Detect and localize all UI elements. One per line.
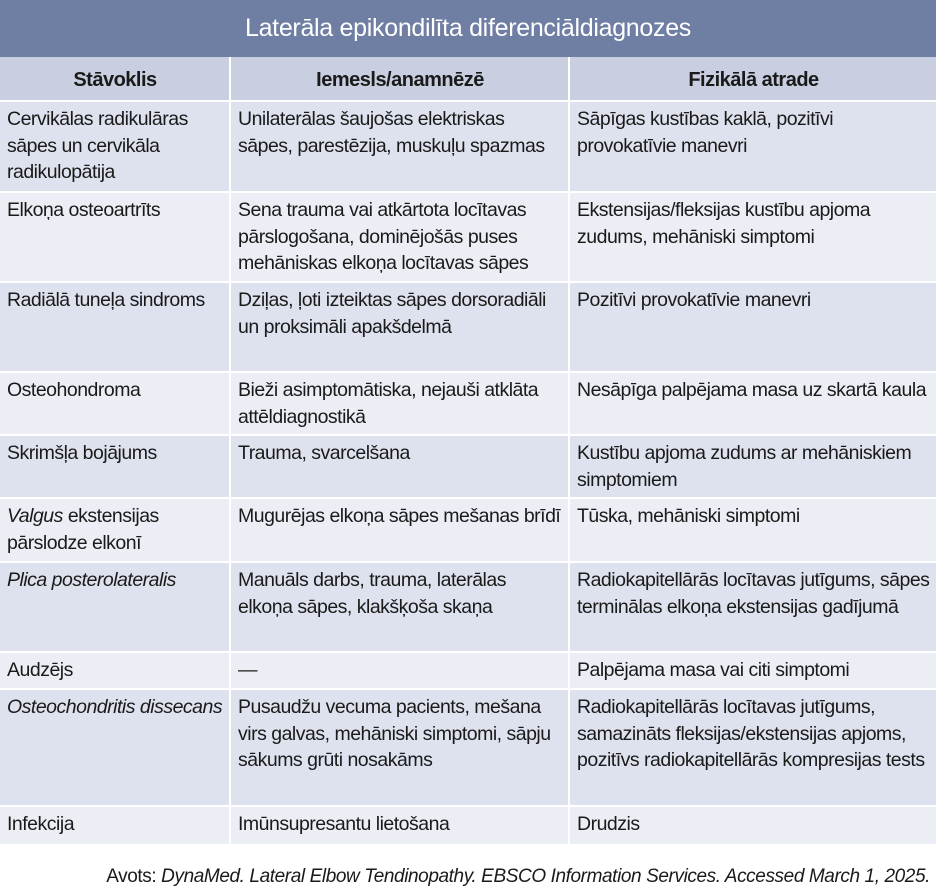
- cause-cell: Trauma, svarcelšana: [231, 436, 570, 499]
- cause-cell: Pusaudžu vecuma pacients, mešana virs galvas, mehāniski simptomi, sāpju sākums grūti nosakāms: [231, 690, 570, 807]
- cause-cell: Unilaterālas šaujošas elektriskas sāpes, parestēzija, muskuļu spazmas: [231, 102, 570, 193]
- condition-cell: [0, 193, 231, 283]
- cause-cell: Sena trauma vai atkārtota locītavas pārslogošana, dominējošās puses mehāniskas elkoņa locītavas sāpes: [231, 193, 570, 283]
- finding-cell: Sāpīgas kustības kaklā, pozitīvi provokatīvie manevri: [570, 102, 936, 193]
- condition-italic: Plica posterolateralis: [7, 569, 176, 591]
- cause-cell: Manuāls darbs, trauma, laterālas elkoņa sāpes, klakšķoša skaņa: [231, 563, 570, 653]
- finding-cell: Pozitīvi provokatīvie manevri: [570, 283, 936, 373]
- condition-text: Skrimšļa bojājums: [7, 442, 157, 464]
- source-prefix: Avots:: [106, 866, 162, 887]
- condition-cell: [0, 283, 231, 373]
- cause-cell: Imūnsupresantu lietošana: [231, 807, 570, 846]
- cause-cell: Bieži asimptomātiska, nejauši atklāta attēldiagnostikā: [231, 373, 570, 436]
- column-header: Iemesls/anamnēzē: [231, 57, 570, 102]
- condition-text: Infekcija: [7, 813, 75, 835]
- source-note: [106, 866, 930, 888]
- cause-cell: —: [231, 653, 570, 690]
- condition-text: Cervikālas radikulāras sāpes un cervikāla radikulopātija: [7, 108, 188, 183]
- diagnosis-table: [0, 57, 936, 846]
- condition-text: ekstensijas pārslodze elkonī: [7, 505, 159, 554]
- cause-cell: Dziļas, ļoti izteiktas sāpes dorsoradiāli un proksimāli apakšdelmā: [231, 283, 570, 373]
- finding-cell: Drudzis: [570, 807, 936, 846]
- condition-text: Elkoņa osteoartrīts: [7, 199, 161, 221]
- finding-cell: Tūska, mehāniski simptomi: [570, 499, 936, 563]
- condition-italic: Osteochondritis dissecans: [7, 696, 223, 718]
- condition-cell: [0, 373, 231, 436]
- cause-cell: Mugurējas elkoņa sāpes mešanas brīdī: [231, 499, 570, 563]
- column-header: Fizikālā atrade: [570, 57, 936, 102]
- source-citation: DynaMed. Lateral Elbow Tendinopathy. EBSCO Information Services. Accessed March 1, 2025.: [161, 866, 930, 887]
- condition-cell: [0, 563, 231, 653]
- condition-cell: [0, 102, 231, 193]
- finding-cell: Radiokapitellārās locītavas jutīgums, samazināts fleksijas/ekstensijas apjoms, pozitīvs radiokapitellārās kompresijas tests: [570, 690, 936, 807]
- condition-italic: Valgus: [7, 505, 63, 527]
- finding-cell: Kustību apjoma zudums ar mehāniskiem simptomiem: [570, 436, 936, 499]
- condition-cell: [0, 690, 231, 807]
- condition-text: Radiālā tuneļa sindroms: [7, 289, 205, 311]
- condition-cell: [0, 653, 231, 690]
- condition-cell: [0, 807, 231, 846]
- condition-text: Osteohondroma: [7, 379, 141, 401]
- condition-text: Audzējs: [7, 659, 73, 681]
- finding-cell: Radiokapitellārās locītavas jutīgums, sāpes terminālas elkoņa ekstensijas gadījumā: [570, 563, 936, 653]
- finding-cell: Palpējama masa vai citi simptomi: [570, 653, 936, 690]
- table-title: Laterāla epikondilīta diferenciāldiagnozes: [0, 0, 936, 57]
- column-header: Stāvoklis: [0, 57, 231, 102]
- finding-cell: Nesāpīga palpējama masa uz skartā kaula: [570, 373, 936, 436]
- condition-cell: [0, 436, 231, 499]
- finding-cell: Ekstensijas/fleksijas kustību apjoma zudums, mehāniski simptomi: [570, 193, 936, 283]
- condition-cell: [0, 499, 231, 563]
